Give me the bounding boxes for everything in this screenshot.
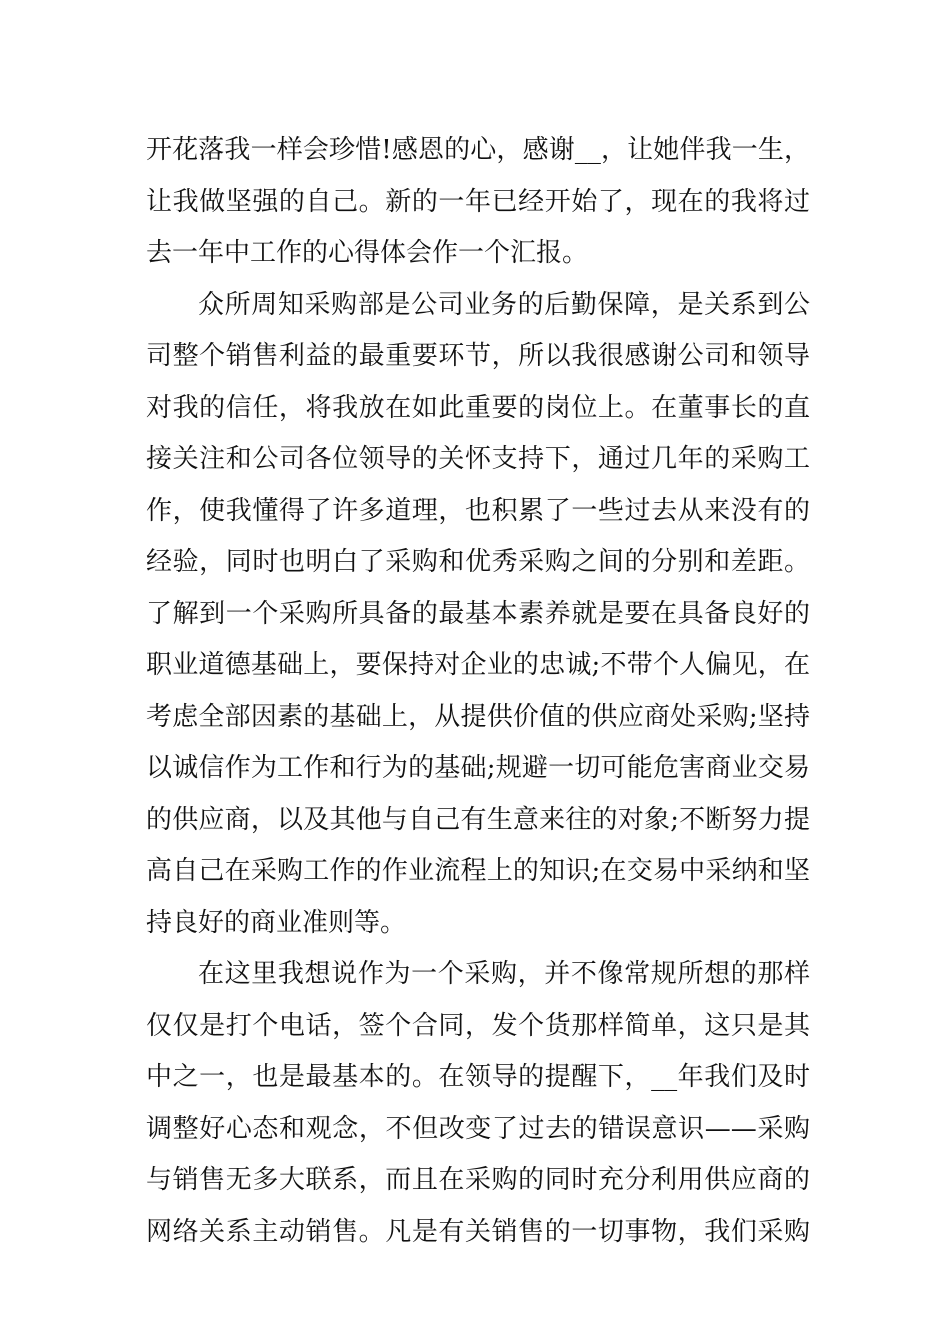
text-line: 了解到一个采购所具备的最基本素养就是要在具备良好的 bbox=[146, 598, 810, 629]
text-line: 仅仅是打个电话，签个合同，发个货那样简单，这只是其 bbox=[146, 1010, 810, 1041]
text-line: 对我的信任，将我放在如此重要的岗位上。在董事长的直 bbox=[146, 392, 810, 423]
text-line: 考虑全部因素的基础上，从提供价值的供应商处采购;坚持 bbox=[146, 701, 810, 732]
text-line: 中之一，也是最基本的。在领导的提醒下，__年我们及时 bbox=[146, 1062, 810, 1092]
text-line: 持良好的商业准则等。 bbox=[146, 907, 407, 938]
text-line: 的供应商，以及其他与自己有生意来往的对象;不断努力提 bbox=[146, 804, 810, 835]
text-line: 作，使我懂得了许多道理，也积累了一些过去从来没有的 bbox=[146, 495, 810, 526]
text-line: 职业道德基础上，要保持对企业的忠诚;不带个人偏见，在 bbox=[146, 650, 810, 680]
body-text bbox=[146, 128, 810, 1261]
text-line: 以诚信作为工作和行为的基础;规避一切可能危害商业交易 bbox=[146, 753, 810, 783]
text-line: 与销售无多大联系，而且在采购的同时充分利用供应商的 bbox=[146, 1165, 810, 1195]
text-line: 在这里我想说作为一个采购，并不像常规所想的那样 bbox=[198, 959, 810, 989]
text-line: 网络关系主动销售。凡是有关销售的一切事物，我们采购 bbox=[146, 1216, 810, 1247]
text-line: 接关注和公司各位领导的关怀支持下，通过几年的采购工 bbox=[146, 444, 810, 474]
text-line: 开花落我一样会珍惜!感恩的心，感谢__，让她伴我一生， bbox=[146, 135, 810, 165]
text-line: 去一年中工作的心得体会作一个汇报。 bbox=[146, 238, 589, 268]
text-line: 高自己在采购工作的作业流程上的知识;在交易中采纳和坚 bbox=[146, 856, 810, 886]
text-line: 调整好心态和观念，不但改变了过去的错误意识——采购 bbox=[146, 1113, 810, 1144]
text-line: 经验，同时也明白了采购和优秀采购之间的分别和差距。 bbox=[146, 547, 810, 577]
text-line: 众所周知采购部是公司业务的后勤保障，是关系到公 bbox=[198, 289, 810, 320]
text-line: 让我做坚强的自己。新的一年已经开始了，现在的我将过 bbox=[146, 186, 810, 217]
text-line: 司整个销售利益的最重要环节，所以我很感谢公司和领导 bbox=[146, 341, 810, 371]
